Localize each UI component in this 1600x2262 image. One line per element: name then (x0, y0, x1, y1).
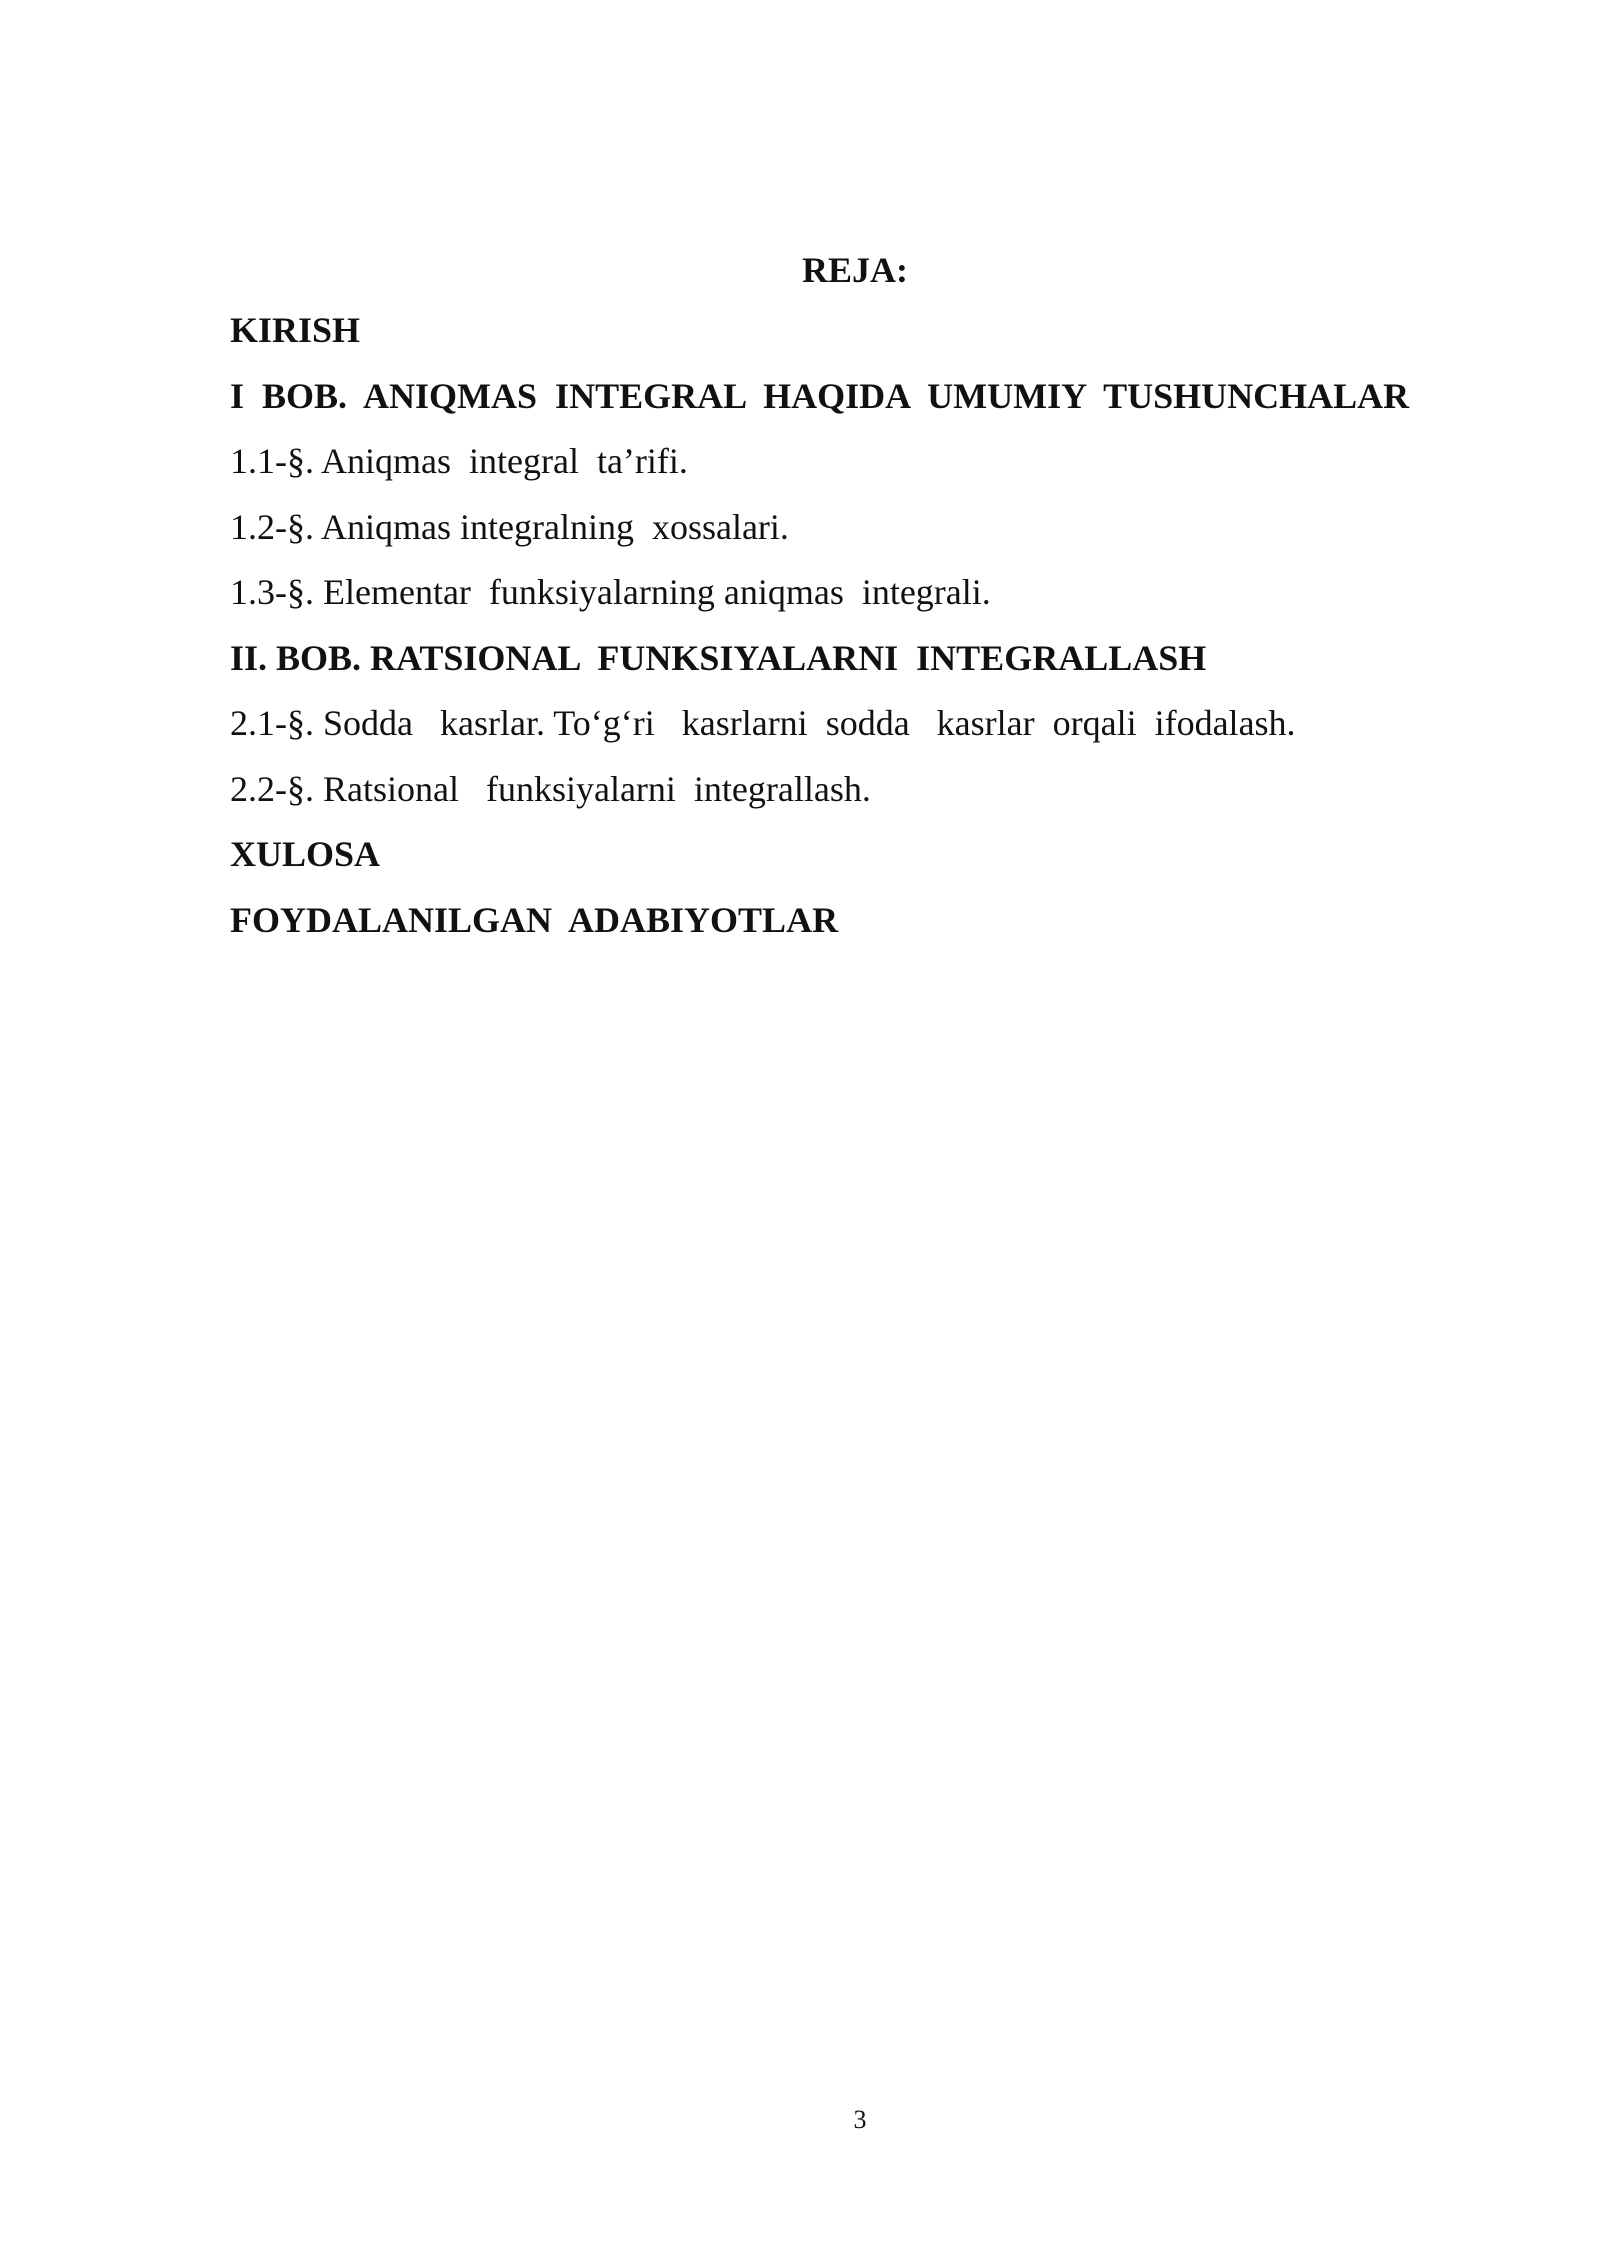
toc-section-2-2: 2.2-§. Ratsional funksiyalarni integrallash. (230, 768, 871, 809)
table-of-contents (230, 305, 1530, 960)
page-title: REJA: (802, 250, 908, 290)
toc-section-1-2: 1.2-§. Aniqmas integralning xossalari. (230, 506, 789, 547)
toc-entry-kirish: KIRISH (230, 310, 361, 350)
toc-section-2-1: 2.1-§. Sodda kasrlar. To‘g‘ri kasrlarni sodda kasrlar orqali ifodalash. (230, 703, 1296, 743)
toc-chapter-2: II. BOB. RATSIONAL FUNKSIYALARNI INTEGRALLASH (230, 637, 1207, 678)
toc-entry-xulosa: XULOSA (230, 834, 381, 874)
toc-section-1-1: 1.1-§. Aniqmas integral ta’rifi. (230, 441, 688, 481)
toc-chapter-1: I BOB. ANIQMAS INTEGRAL HAQIDA UMUMIY TUSHUNCHALAR (230, 375, 1410, 416)
page-number: 3 (853, 2105, 867, 2134)
toc-section-1-3: 1.3-§. Elementar funksiyalarning aniqmas integrali. (230, 572, 991, 612)
toc-entry-references: FOYDALANILGAN ADABIYOTLAR (230, 899, 839, 940)
